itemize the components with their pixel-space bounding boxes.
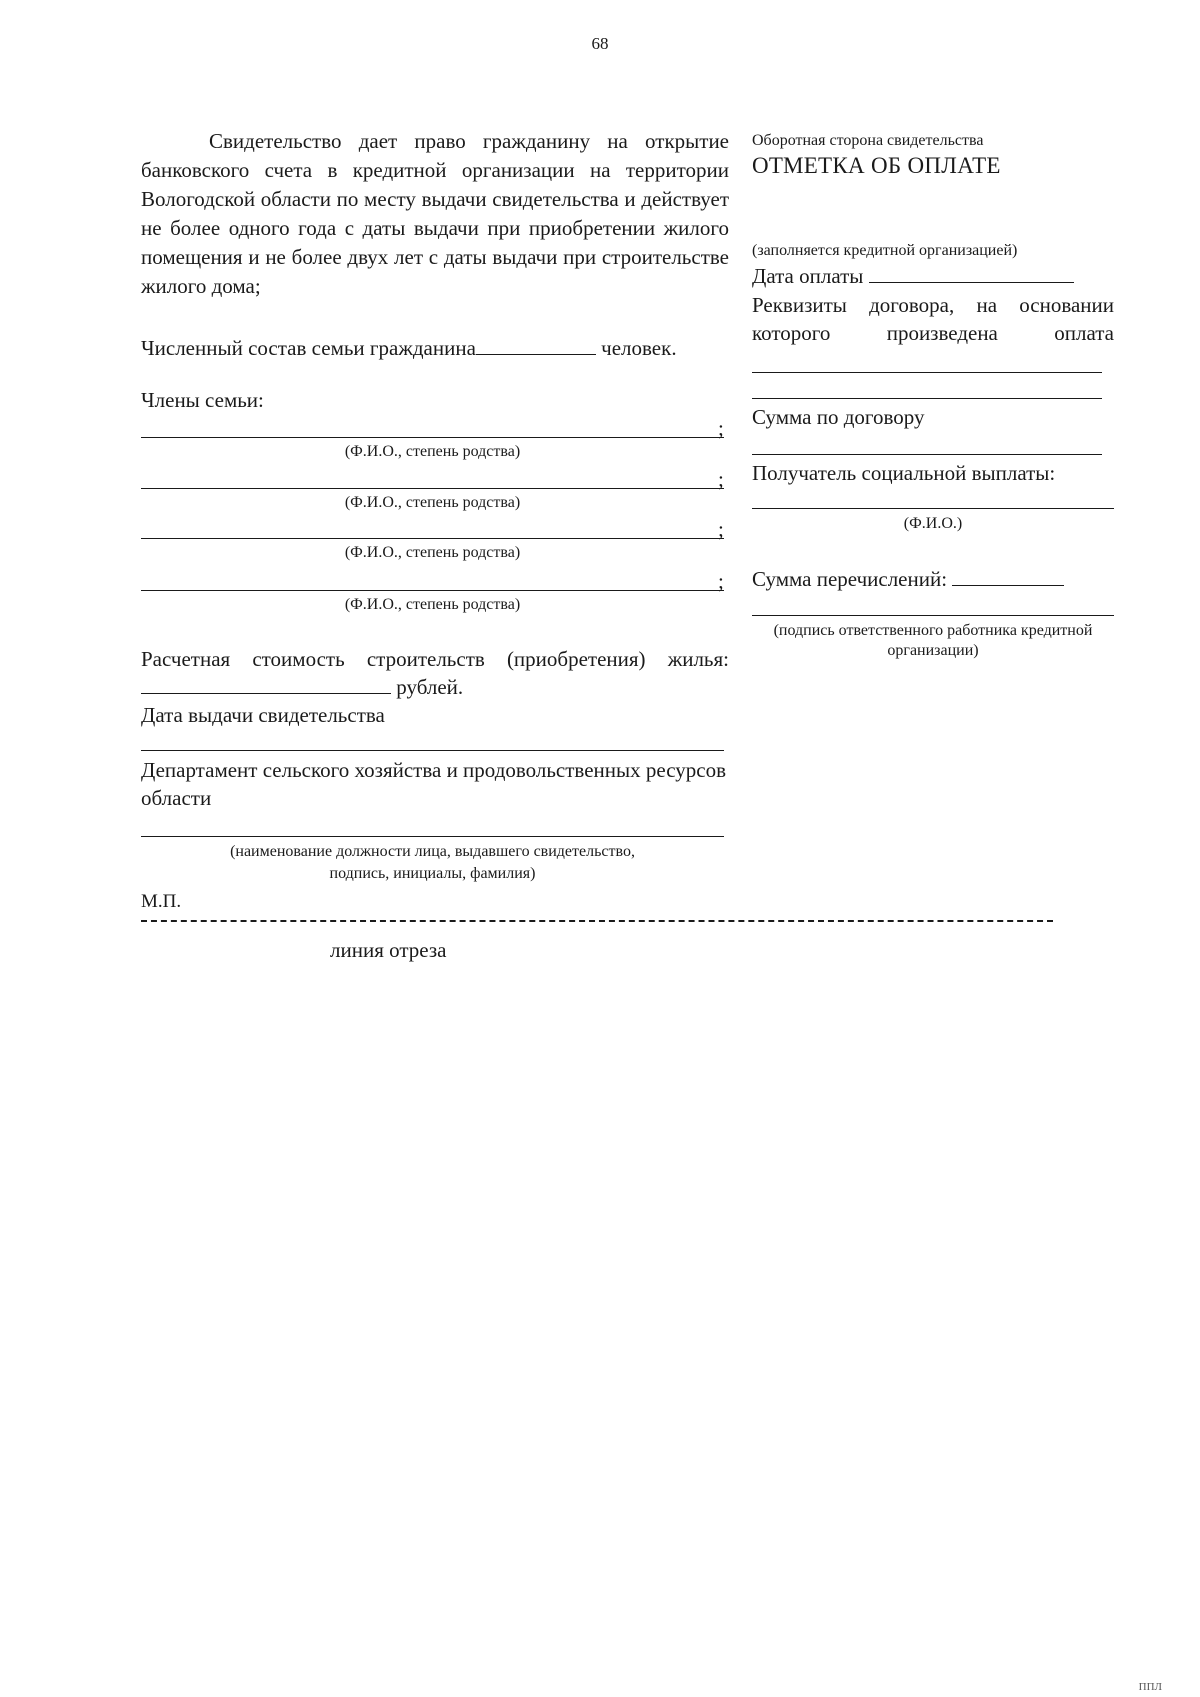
housing-cost-field[interactable] [141, 675, 391, 694]
family-members-label: Члены семьи: [141, 388, 264, 412]
reverse-side-label: Оборотная сторона свидетельства [752, 132, 984, 149]
housing-cost-row [141, 645, 729, 701]
family-member-caption-2: (Ф.И.О., степень родства) [344, 494, 521, 511]
family-member-semicolon-3: ; [718, 517, 724, 541]
payment-date-field[interactable] [869, 264, 1074, 283]
housing-cost-label: Расчетная стоимость строительств (приобретения) жилья: [141, 647, 729, 671]
family-member-semicolon-1: ; [718, 416, 724, 440]
payment-date-label: Дата оплаты [752, 264, 864, 288]
transfer-sum-label: Сумма перечислений: [752, 567, 948, 591]
housing-cost-unit: рублей. [396, 675, 464, 699]
department-name: Департамент сельского хозяйства и продовольственных ресурсов области [141, 758, 726, 810]
filled-by-note: (заполняется кредитной организацией) [752, 242, 1018, 259]
family-member-field-1[interactable] [141, 437, 724, 438]
signer-field[interactable] [141, 836, 724, 837]
recipient-field[interactable] [752, 508, 1114, 509]
family-size-field[interactable] [476, 336, 596, 355]
cut-line-label: линия отреза [330, 938, 447, 962]
contract-details-field-2[interactable] [752, 398, 1102, 399]
family-size-row [141, 334, 729, 362]
family-size-unit: человек. [601, 336, 677, 360]
contract-details-label: Реквизиты договора, на основании которого произведена оплата [752, 293, 1114, 345]
recipient-caption: (Ф.И.О.) [903, 515, 963, 532]
family-member-caption-3: (Ф.И.О., степень родства) [344, 544, 521, 561]
cut-line [141, 920, 1053, 922]
issue-date-field[interactable] [141, 750, 724, 751]
payment-mark-title: ОТМЕТКА ОБ ОПЛАТЕ [752, 153, 1001, 178]
bank-signature-caption: (подпись ответственного работника кредитной организации) [773, 622, 1093, 659]
transfer-sum-row [752, 565, 1114, 593]
bank-signature-field[interactable] [752, 615, 1114, 616]
signer-caption-2: подпись, инициалы, фамилия) [329, 865, 536, 882]
contract-sum-field[interactable] [752, 454, 1102, 455]
payment-date-row [752, 262, 1114, 290]
page-number: 68 [591, 34, 609, 53]
transfer-sum-field[interactable] [952, 567, 1064, 586]
family-member-field-4[interactable] [141, 590, 724, 591]
family-member-semicolon-2: ; [718, 467, 724, 491]
family-member-field-3[interactable] [141, 538, 724, 539]
stamp-place: М.П. [141, 891, 182, 912]
family-size-label: Численный состав семьи гражданина [141, 336, 476, 360]
family-member-caption-1: (Ф.И.О., степень родства) [344, 443, 521, 460]
family-member-semicolon-4: ; [718, 569, 724, 593]
contract-sum-label: Сумма по договору [752, 405, 925, 429]
family-member-field-2[interactable] [141, 488, 724, 489]
footer-mark: ППЛ [1138, 1681, 1162, 1693]
certificate-rights-paragraph: Свидетельство дает право гражданину на открытие банковского счета в кредитной организации на территории Вологодской области по месту выдачи свидетельства и действует не более одного года с даты выдачи при приобретении жилого помещения и не более двух лет с даты выдачи при строительстве жилого дома; [141, 129, 729, 298]
issue-date-label: Дата выдачи свидетельства [141, 703, 385, 727]
contract-details-field-1[interactable] [752, 372, 1102, 373]
recipient-label: Получатель социальной выплаты: [752, 461, 1056, 485]
signer-caption-1: (наименование должности лица, выдавшего свидетельство, [230, 843, 635, 860]
family-member-caption-4: (Ф.И.О., степень родства) [344, 596, 521, 613]
